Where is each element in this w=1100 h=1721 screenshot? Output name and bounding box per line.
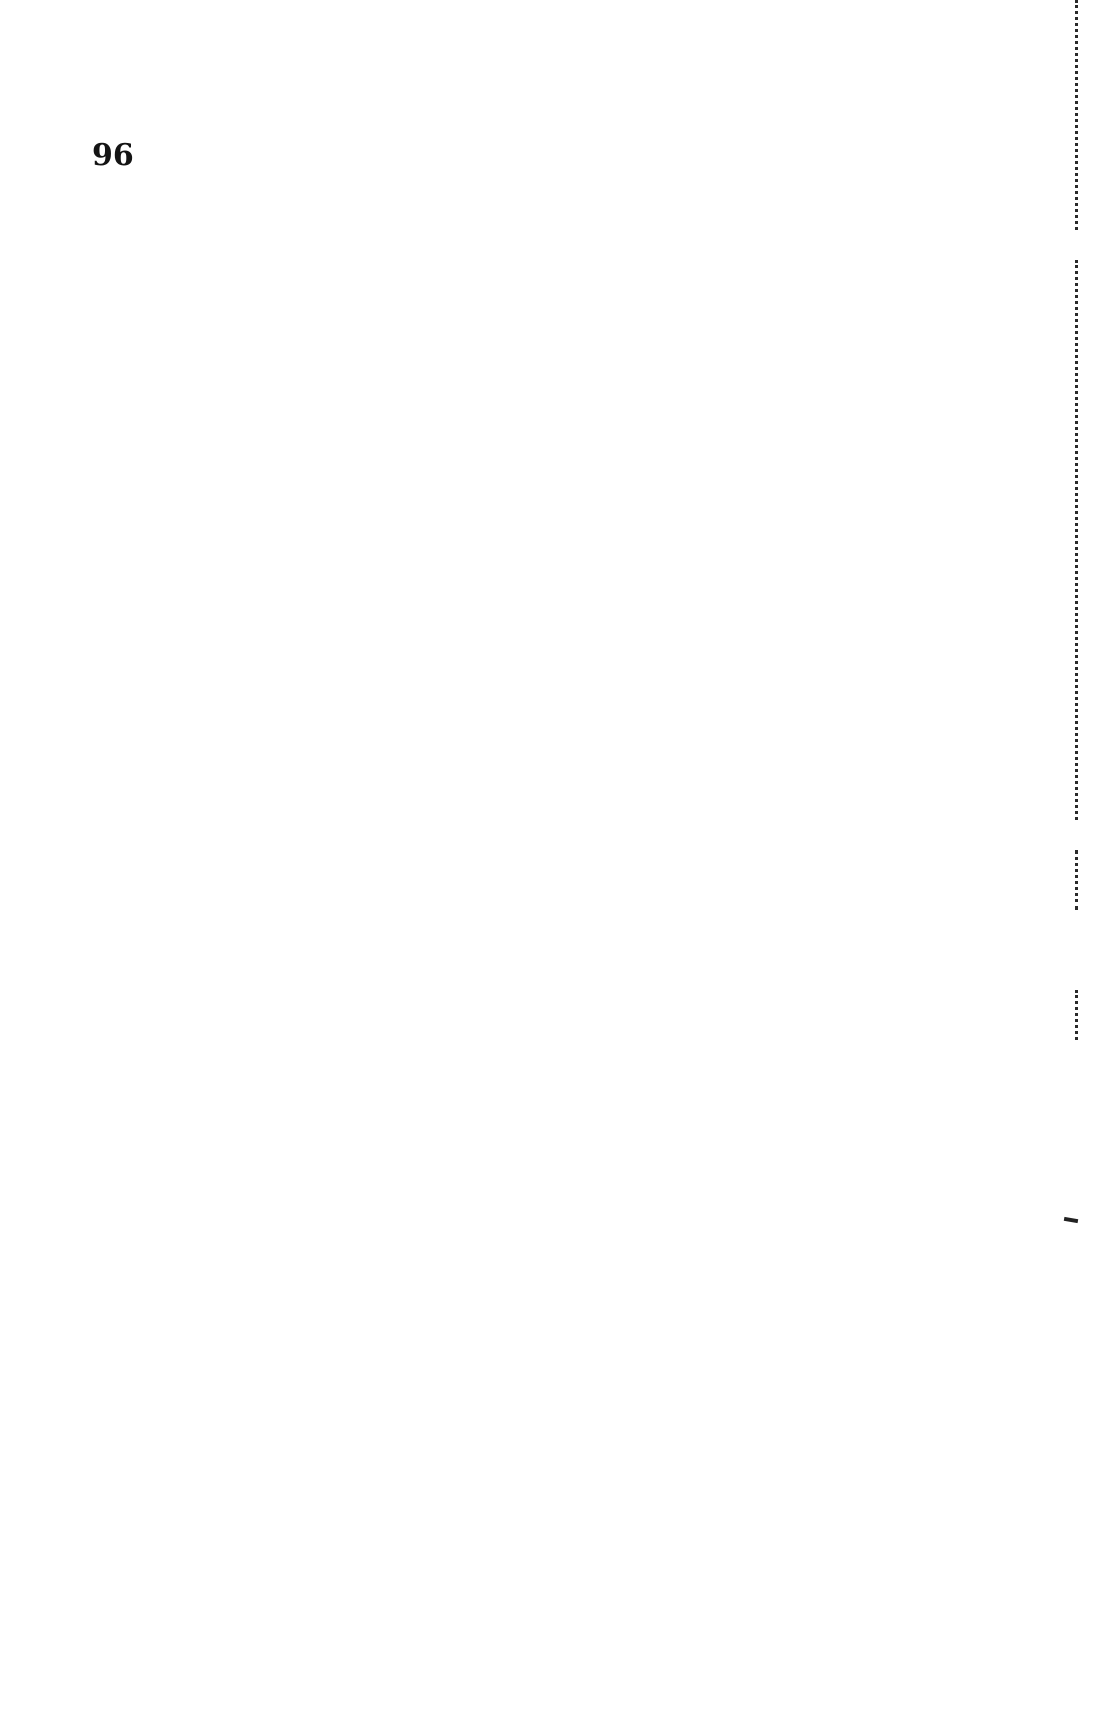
text-line bbox=[95, 388, 960, 446]
text-line bbox=[95, 885, 960, 943]
page-number: 96 bbox=[92, 138, 134, 173]
paragraph-4 bbox=[95, 1300, 960, 1474]
text-line bbox=[95, 1416, 960, 1474]
text-line bbox=[95, 943, 960, 1001]
scan-margin-mark bbox=[1075, 260, 1082, 820]
text-line bbox=[95, 696, 960, 754]
text-line bbox=[95, 1358, 960, 1416]
text-line bbox=[95, 1175, 960, 1233]
text-line bbox=[95, 504, 960, 562]
scan-margin-mark bbox=[1075, 990, 1082, 1040]
scan-margin-mark bbox=[1075, 0, 1082, 230]
text-line bbox=[95, 446, 960, 504]
paragraph-1 bbox=[95, 210, 960, 326]
paragraph-2 bbox=[95, 330, 960, 620]
text-line bbox=[95, 1059, 960, 1117]
text-line bbox=[95, 580, 960, 638]
scan-margin-dash bbox=[1064, 1217, 1078, 1223]
text-line bbox=[95, 754, 960, 812]
text-line bbox=[95, 330, 960, 388]
text-line bbox=[95, 812, 960, 870]
text-line bbox=[95, 638, 960, 696]
text-line bbox=[95, 210, 960, 268]
text-line bbox=[95, 1300, 960, 1358]
text-line bbox=[95, 1001, 960, 1059]
paragraph-3 bbox=[95, 580, 960, 928]
text-line bbox=[95, 268, 960, 326]
scan-margin-mark bbox=[1075, 850, 1082, 910]
running-title bbox=[360, 142, 660, 174]
text-line bbox=[95, 1233, 960, 1291]
text-line bbox=[95, 1117, 960, 1175]
